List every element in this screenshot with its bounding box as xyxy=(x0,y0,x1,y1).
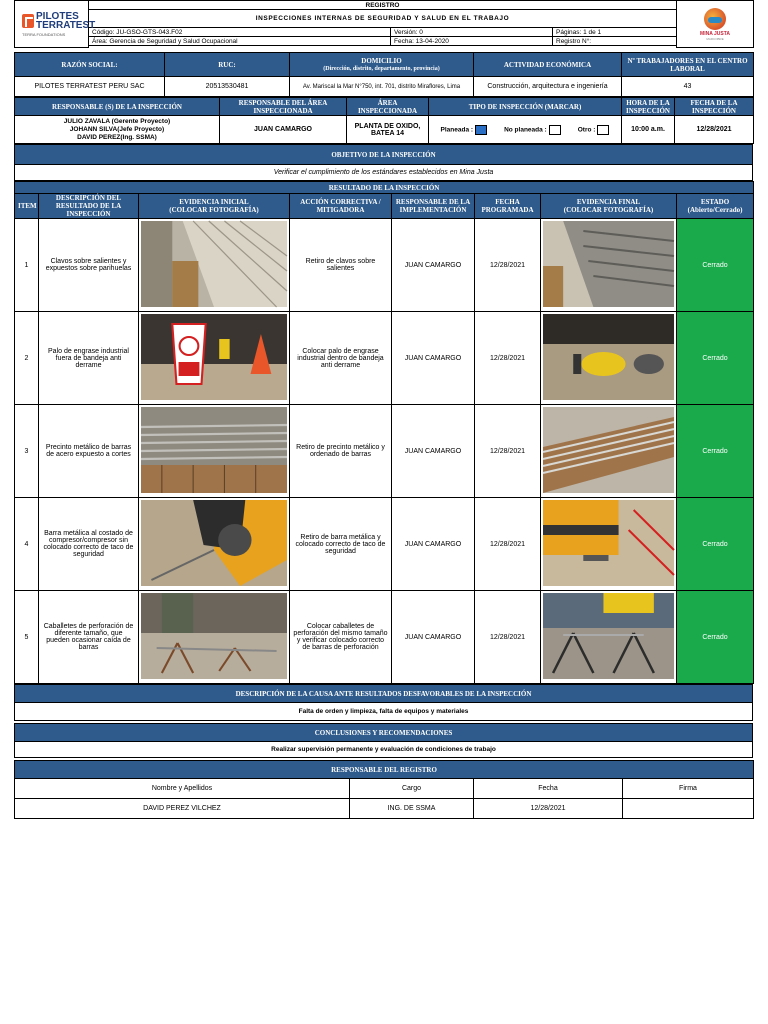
status-badge: Cerrado xyxy=(677,498,754,591)
resp-area-value: JUAN CAMARGO xyxy=(220,116,347,144)
evidence-initial-photo xyxy=(139,498,290,591)
col-fecha: FECHA PROGRAMADA xyxy=(475,194,541,219)
registro-label: REGISTRO xyxy=(89,1,677,10)
tipo-no-planeada[interactable]: No planeada : xyxy=(504,125,561,135)
table-row: 5 Caballetes de perforación de diferente tamaño, que pueden ocasionar caída de barras Colocar caballetes de perforación del mismo tamaño y verificar colocado correcto de barras de perforación JUAN CAMARGO 12/28/2021 Cerrado xyxy=(15,591,754,684)
col-ev-fin: EVIDENCIA FINAL (COLOCAR FOTOGRAFÍA) xyxy=(541,194,677,219)
conclusiones-section xyxy=(14,723,753,758)
conclusiones-text: Realizar supervisión permanente y evaluación de condiciones de trabajo xyxy=(15,742,753,758)
causa-section xyxy=(14,684,753,721)
trabajadores-value: 43 xyxy=(622,77,754,97)
status-badge: Cerrado xyxy=(677,312,754,405)
company-logo: PILOTES TERRATEST TERRA FOUNDATIONS xyxy=(15,1,89,48)
col-nombre: Nombre y Apellidos xyxy=(15,779,350,799)
domicilio-value: Av. Mariscal la Mar N°750, int. 701, distrito Miraflores, Lima xyxy=(290,77,474,97)
table-row: 3 Precinto metálico de barras de acero expuesto a cortes Retiro de precinto metálico y ordenado de barras JUAN CAMARGO 12/28/2021 Cerrado xyxy=(15,405,754,498)
otro-checkbox[interactable] xyxy=(597,125,609,135)
no-planeada-checkbox[interactable] xyxy=(549,125,561,135)
tipo-planeada[interactable]: Planeada : xyxy=(441,125,488,135)
form-title: INSPECCIONES INTERNAS DE SEGURIDAD Y SALUD EN EL TRABAJO xyxy=(89,10,677,28)
causa-text: Falta de orden y limpieza, falta de equipos y materiales xyxy=(15,703,753,721)
tipo-label: TIPO DE INSPECCIÓN (MARCAR) xyxy=(429,98,622,116)
firma-value xyxy=(623,799,754,819)
resultado-label: RESULTADO DE LA INSPECCIÓN xyxy=(15,182,754,194)
status-badge: Cerrado xyxy=(677,591,754,684)
col-accion: ACCIÓN CORRECTIVA / MITIGADORA xyxy=(290,194,392,219)
nombre-value: DAVID PEREZ VILCHEZ xyxy=(15,799,350,819)
hora-label: HORA DE LA INSPECCIÓN xyxy=(622,98,675,116)
objetivo-text: Verificar el cumplimiento de los estándares establecidos en Mina Justa xyxy=(15,165,753,181)
evidence-final-photo xyxy=(541,498,677,591)
registro-responsable xyxy=(14,760,754,819)
evidence-final-photo xyxy=(541,219,677,312)
form-registro-no: Registro N°: xyxy=(553,37,677,46)
resultado-table xyxy=(14,181,754,684)
terratest-logo-icon xyxy=(22,14,34,28)
status-badge: Cerrado xyxy=(677,219,754,312)
fecha-reg-value: 12/28/2021 xyxy=(474,799,623,819)
razon-label: RAZÓN SOCIAL: xyxy=(15,53,165,77)
fecha-value: 12/28/2021 xyxy=(675,116,754,144)
table-row: 1 Clavos sobre salientes y expuestos sobre parihuelas Retiro de clavos sobre salientes JUAN CAMARGO 12/28/2021 Cerrado xyxy=(15,219,754,312)
table-row: 4 Barra metálica al costado de compresor/compresor sin colocado correcto de taco de seguridad Retiro de barra metálica y colocado correcto de taco de seguridad JUAN CAMARGO 12/28/2021 Cerrado xyxy=(15,498,754,591)
evidence-initial-photo xyxy=(139,591,290,684)
cargo-value: ING. DE SSMA xyxy=(350,799,474,819)
domicilio-label: DOMICILIO (Dirección, distrito, departamento, provincia) xyxy=(290,53,474,77)
form-date: Fecha: 13-04-2020 xyxy=(391,37,553,46)
inspection-details xyxy=(14,97,754,144)
fecha-label: FECHA DE LA INSPECCIÓN xyxy=(675,98,754,116)
evidence-final-photo xyxy=(541,312,677,405)
responsables-value: JULIO ZAVALA (Gerente Proyecto) JOHANN SILVA(Jefe Proyecto) DAVID PEREZ(Ing. SSMA) xyxy=(15,116,220,144)
evidence-initial-photo xyxy=(139,312,290,405)
responsables-label: RESPONSABLE (S) DE LA INSPECCIÓN xyxy=(15,98,220,116)
inspection-form xyxy=(14,0,753,819)
form-area: Área: Gerencia de Seguridad y Salud Ocupacional xyxy=(89,37,391,46)
conclusiones-label: CONCLUSIONES Y RECOMENDACIONES xyxy=(15,724,753,742)
form-pages: Páginas: 1 de 1 xyxy=(553,28,677,37)
hora-value: 10:00 a.m. xyxy=(622,116,675,144)
planeada-checkbox[interactable] xyxy=(475,125,487,135)
evidence-final-photo xyxy=(541,591,677,684)
col-ev-ini: EVIDENCIA INICIAL (COLOCAR FOTOGRAFÍA) xyxy=(139,194,290,219)
col-firma: Firma xyxy=(623,779,754,799)
form-header xyxy=(14,0,754,48)
status-badge: Cerrado xyxy=(677,405,754,498)
razon-value: PILOTES TERRATEST PERU SAC xyxy=(15,77,165,97)
evidence-final-photo xyxy=(541,405,677,498)
tipo-options xyxy=(429,116,622,144)
area-value: PLANTA DE OXIDO, BATEA 14 xyxy=(347,116,429,144)
ruc-label: RUC: xyxy=(165,53,290,77)
mina-justa-logo-icon xyxy=(704,8,726,30)
col-resp: RESPONSABLE DE LA IMPLEMENTACIÓN xyxy=(392,194,475,219)
form-code: Código: JU-GSO-GTS-043.F02 xyxy=(89,28,391,37)
actividad-value: Construcción, arquitectura e ingeniería xyxy=(474,77,622,97)
tipo-otro[interactable]: Otro : xyxy=(578,125,610,135)
evidence-initial-photo xyxy=(139,219,290,312)
col-fecha-reg: Fecha xyxy=(474,779,623,799)
resp-area-label: RESPONSABLE DEL ÁREA INSPECCIONADA xyxy=(220,98,347,116)
form-version: Versión: 0 xyxy=(391,28,553,37)
col-item: ITEM xyxy=(15,194,39,219)
area-label: ÁREA INSPECCIONADA xyxy=(347,98,429,116)
table-row: 2 Palo de engrase industrial fuera de bandeja anti derrame Colocar palo de engrase industrial dentro de bandeja anti derrame JUAN CAMARGO 12/28/2021 Cerrado xyxy=(15,312,754,405)
trabajadores-label: Nº TRABAJADORES EN EL CENTRO LABORAL xyxy=(622,53,754,77)
causa-label: DESCRIPCIÓN DE LA CAUSA ANTE RESULTADOS DESFAVORABLES DE LA INSPECCIÓN xyxy=(15,685,753,703)
objetivo-label: OBJETIVO DE LA INSPECCIÓN xyxy=(15,145,753,165)
actividad-label: ACTIVIDAD ECONÓMICA xyxy=(474,53,622,77)
evidence-initial-photo xyxy=(139,405,290,498)
ruc-value: 20513530481 xyxy=(165,77,290,97)
col-cargo: Cargo xyxy=(350,779,474,799)
col-estado: ESTADO (Abierto/Cerrado) xyxy=(677,194,754,219)
objetivo-section xyxy=(14,144,753,181)
client-logo: MINA JUSTA MARCOBRE xyxy=(677,1,754,48)
col-desc: DESCRIPCIÓN DEL RESULTADO DE LA INSPECCIÓN xyxy=(39,194,139,219)
company-info xyxy=(14,52,754,97)
registro-resp-label: RESPONSABLE DEL REGISTRO xyxy=(15,761,754,779)
